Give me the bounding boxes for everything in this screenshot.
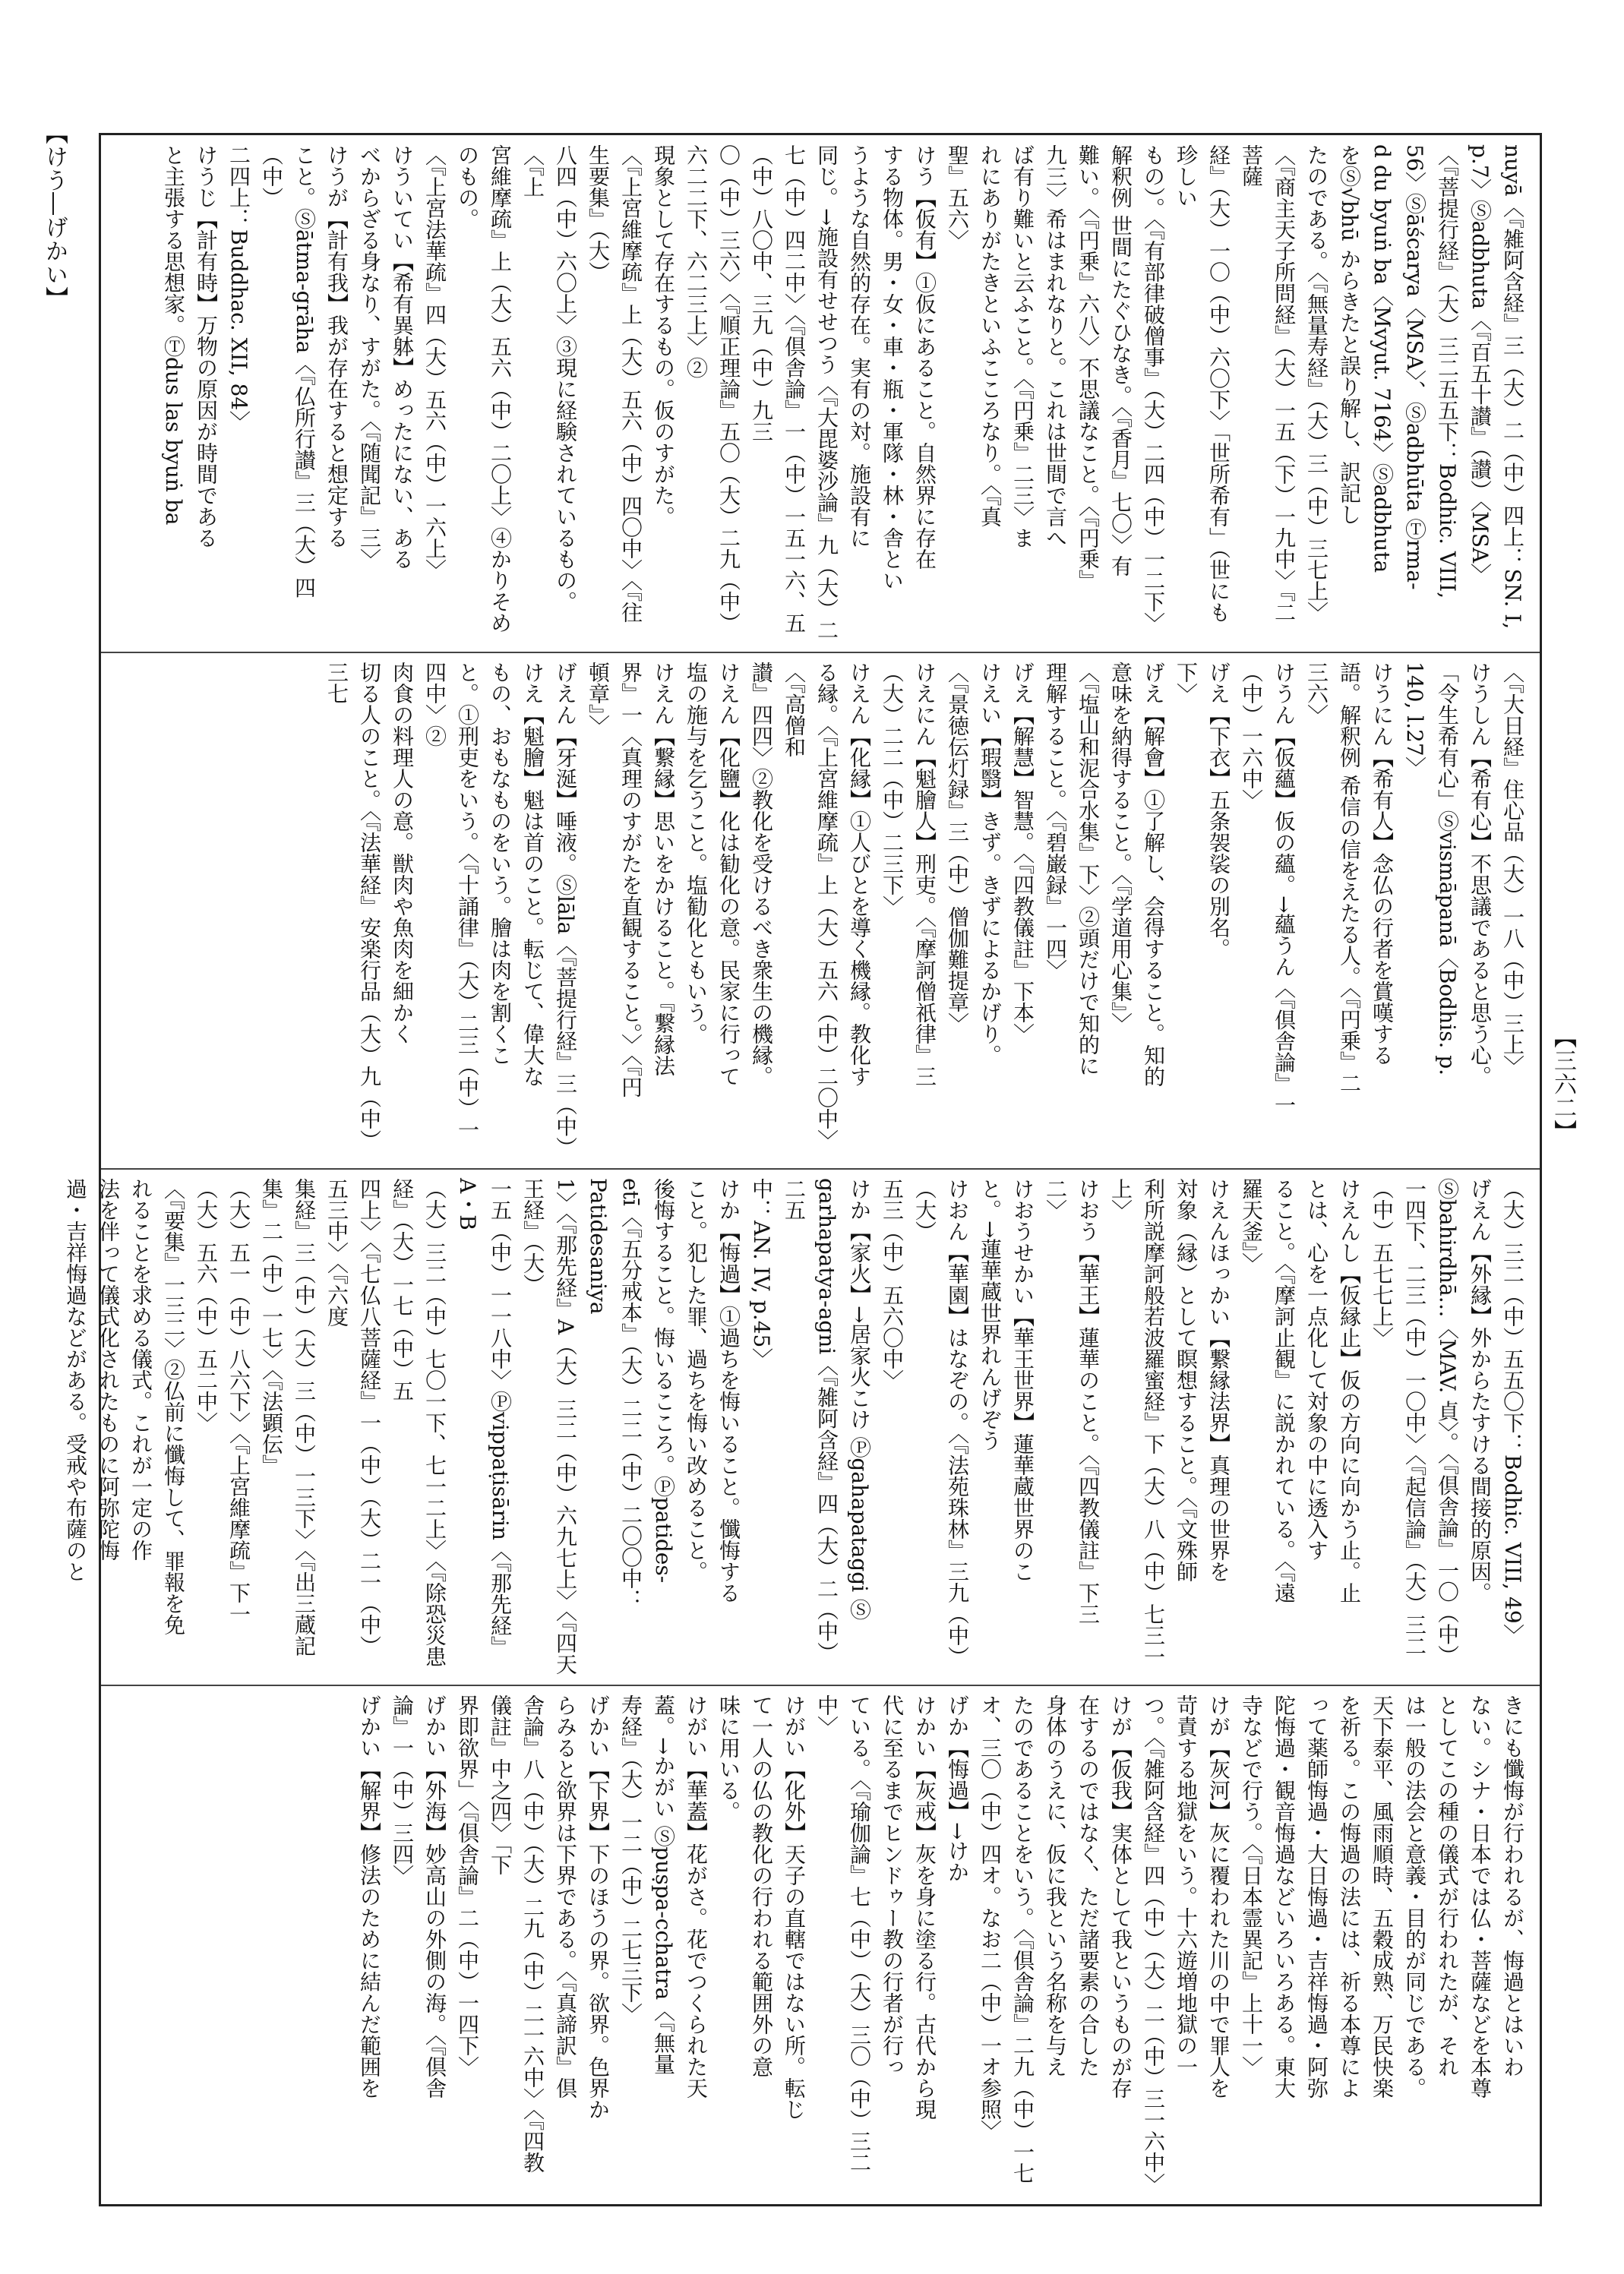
text-line: げかい【外海】妙高山の外側の海。〈『倶舎 — [422, 1694, 447, 2099]
text-line: 一四下、二三（中）一〇中〉〈『起信論』（大）三二（中）五七七上〉 — [1370, 1178, 1427, 1657]
text-line: けか【家火】→居家火こけ Ⓟgahapataggi Ⓢ — [847, 1178, 872, 1620]
text-line: 〈『景徳伝灯録』三（中）僧伽難提章〉 — [945, 662, 970, 1034]
text-line: けか【悔過】①過ちを悔いること。懺悔する — [716, 1178, 741, 1603]
text-line: 八四（中）六〇上〉③現に経験されているもの。〈『上 — [520, 144, 578, 612]
text-line: 下〉 — [1174, 662, 1199, 704]
text-line: 経』（大）一〇（中）六〇下〉「世所希有」（世にも珍しい — [1174, 144, 1231, 623]
text-line: れることを求める儀式。これが一定の作 — [128, 1178, 153, 1561]
text-line: は一般の法会と意義・目的が同じである。 — [1402, 1694, 1427, 2099]
text-line: 〈『大日経』住心品（大）一八（中）三上〉 — [1500, 662, 1525, 1076]
text-line: げえん【外縁】外からたすける間接的原因。 — [1468, 1178, 1493, 1603]
text-line: Ⓢbahirdhā…〈MAV. 貞〉。〈『倶舎論』一〇（中） — [1435, 1178, 1460, 1666]
text-line: 頓章』〉 — [586, 662, 611, 736]
text-line: （大）五一（中）八六下〉〈『上宮維摩疏』下一（大）五六（中）五二中〉 — [194, 1178, 251, 1625]
text-line: 舎論』八（中）（大）二九（中）二一六中〉〈『四教儀註』中之四〉「下 — [488, 1694, 545, 2173]
text-line: を祈る。この悔過の法には、祈る本尊によ — [1337, 1694, 1362, 2099]
text-line: 寺などで行う。〈『日本霊異記』上十一〉 — [1239, 1694, 1264, 2077]
text-line: つ。〈『雑阿含経』四（中）（大）二（中）三一六中〉 — [1141, 1694, 1166, 2194]
text-line: けえんし【仮縁止】仮の方向に向かう止。止 — [1337, 1178, 1362, 1603]
text-line: ば有り難いと云ふこと。〈『円乗』二三〉ま — [1010, 144, 1035, 548]
text-line: けえ【魁膾】魁は首のこと。転じて、偉大な — [520, 662, 545, 1087]
text-line: と主張する思想家。Ⓣdus las byuṅ ba — [161, 144, 186, 526]
text-line: 140, l.27〉 — [1402, 662, 1427, 778]
text-line: げか【悔過】→けか — [945, 1694, 970, 1883]
text-line: こと。Ⓢātma-grāha〈『仏所行讃』三（大）四（中） — [259, 144, 317, 599]
text-line: 難い。〈『円乗』六八〉不思議なこと。〈『円乗』 — [1076, 144, 1101, 591]
text-line: ること。〈『摩訶止観』に説かれている。〈『遠 — [1272, 1178, 1297, 1603]
text-line: 二四上：Buddhac. XII, 84〉 — [226, 144, 251, 432]
text-line: ている。〈『瑜伽論』七（中）（大）三〇（中）三二中〉 — [814, 1694, 872, 2173]
text-line: 同じ。→施設有せせつう〈『大毘婆沙論』九（大）二 — [814, 144, 839, 641]
running-head-title: 【けう―げかい】 — [41, 122, 68, 310]
text-line: 三六〉 — [1304, 662, 1329, 725]
text-line: 聖』五六〉 — [945, 144, 970, 251]
tier-divider — [101, 1168, 1540, 1170]
text-line: けうん【仮蘊】仮の蘊。→蘊うん〈『倶舎論』一 — [1272, 662, 1297, 1116]
text-line: うような自然的存在。実有の対。施設有に — [847, 144, 872, 548]
text-line: 味に用いる。 — [716, 1694, 741, 1822]
text-line: 「令生希有心」Ⓢvismāpanā〈Bodhis. p. — [1435, 662, 1460, 1076]
text-line: けが【仮我】実体として我というものが存 — [1108, 1694, 1133, 2099]
tier-4 — [101, 1687, 1540, 2200]
tier-3-text — [59, 1178, 1529, 1676]
text-line: 代に至るまでヒンドゥー教の行者が行っ — [880, 1694, 905, 2077]
text-line: って薬師悔過・大日悔過・吉祥悔過・阿弥 — [1304, 1694, 1329, 2099]
text-line: （中）一六中〉 — [1239, 662, 1264, 810]
text-line: 語。解釈例 希信の信をえたる人。〈『円乗』二 — [1337, 662, 1362, 1094]
text-line: げかい【下界】下のほうの界。欲界。色界か — [586, 1694, 611, 2120]
text-line: p.7〉Ⓢadbhuta〈『百五十讃』（讃）〈MSA〉 — [1468, 144, 1493, 585]
text-line: 天下泰平、風雨順時、五穀成熟、万民快楽 — [1370, 1694, 1395, 2099]
text-line: 意味を納得すること。〈『学道用心集』〉 — [1108, 662, 1133, 1034]
text-line: けえん【化縁】①人びとを導く機縁。教化す — [847, 662, 872, 1087]
text-line: （大）二二（中）二三下〉 — [880, 662, 905, 917]
text-line: 過・吉祥悔過などがある。受戒や布薩のと — [63, 1178, 88, 1582]
text-line: 身体のうえに、仮に我という名称を与え — [1043, 1694, 1068, 2077]
text-line: けがい【華蓋】花がさ。花でつくられた天 — [684, 1694, 709, 2099]
text-line: て一人の仏の教化の行われる範囲外の意 — [749, 1694, 774, 2077]
dictionary-page-frame — [63, 133, 1542, 2206]
tier-3 — [63, 1170, 1540, 1684]
text-line: こと。犯した罪、過ちを悔い改めること。 — [684, 1178, 709, 1582]
tier-1 — [101, 137, 1540, 650]
text-line: 七（中）四二中〉〈『倶舎論』一（中）一五一六、五（中）八〇中、三九（中）九三 — [749, 144, 807, 633]
text-line: 陀悔過・観音悔過などいろいろある。東大 — [1272, 1694, 1297, 2099]
text-line: たのであることをいう。〈『倶舎論』二九（中）一七 — [1010, 1694, 1035, 2184]
text-line: けうが【計有我】我が存在すると想定する — [324, 144, 349, 548]
text-line: 讃』四四〉②教化を受けるべき衆生の機縁。 — [749, 662, 774, 1087]
tier-divider — [101, 652, 1540, 653]
text-line: 〈『上宮法華疏』四（大）五六（中）一六上〉 — [422, 144, 447, 580]
text-line: と。①刑吏をいう。〈『十誦律』（大）二三（中）一四中〉② — [422, 662, 480, 1140]
text-line: 解釈例 世間にたぐひなき。〈『香月』七〇〉有 — [1108, 144, 1133, 576]
text-line: けえんほっかい【繋縁法界】真理の世界を — [1206, 1178, 1231, 1582]
text-line: 〇（中）三六〉〈『順正理論』五〇（大）二九（中）六二二下、六二三上〉② — [684, 144, 741, 633]
text-line: 論』一（中）三四〉 — [390, 1694, 415, 1886]
text-line: けえにん【魁膾人】刑吏。〈『摩訶僧祇律』三 — [912, 662, 937, 1087]
text-line: げえん【牙涎】唾液。Ⓢlāla〈『菩提行経』三（中） — [553, 662, 578, 1158]
text-line: 対象（縁）として瞑想すること。〈『文殊師 — [1174, 1178, 1199, 1582]
tier-1-text — [157, 144, 1529, 643]
text-line: 羅天釜』〉 — [1239, 1178, 1264, 1274]
text-line: とは、心を一点化して対象の中に透入す — [1304, 1178, 1329, 1561]
text-line: けういてい【希有異躰】めったにない、ある — [390, 144, 415, 570]
text-line: 現象として存在するもの。仮のすがた。 — [651, 144, 676, 527]
text-line: けえい【瑕翳】きず。きずによるかげり。 — [978, 662, 1003, 1066]
text-line: 〈『上宮維摩疏』上（大）五六（中）四〇中〉〈『往生要集』（大） — [586, 144, 643, 623]
text-line: けうにん【希有人】念仏の行者を賞嘆する — [1370, 662, 1395, 1066]
text-line: する物体。男・女・車・瓶・軍隊・林・舎とい — [880, 144, 905, 591]
text-line: けがい【化外】天子の直轄ではない所。転じ — [782, 1694, 807, 2120]
tier-2 — [101, 654, 1540, 1167]
text-line: 界即欲界」〈『倶舎論』二（中）一四下〉 — [455, 1694, 480, 2077]
text-line: 〈『商主天子所問経』（大）一五（下）一九中〉『二菩薩 — [1239, 144, 1297, 623]
text-line: 界』一〈真理のすがたを直観すること。〉〈『円 — [618, 662, 643, 1098]
text-line: 〈『要集』一三二〉②仏前に懺悔して、罪報を免 — [161, 1178, 186, 1635]
text-line: 肉食の料理人の意。獣肉や魚肉を細かく — [390, 662, 415, 1044]
page-number: 【三六二】 — [1550, 1025, 1576, 1143]
text-line: garhapatya-agni〈『雑阿含経』四（大）二（中）二五 — [782, 1178, 839, 1663]
text-line: 在するのではなく、ただ諸要素の合した — [1076, 1694, 1101, 2077]
text-line: 塩の施与を乞うこと。塩勧化ともいう。 — [684, 662, 709, 1044]
text-line: 一五（中）一一八中〉Ⓟvippaṭisārin〈『那先経』A・B — [455, 1178, 513, 1657]
text-line: 四上〉〈『七仏八菩薩経』一（中）（大）二一（中）五三中〉〈『六度 — [324, 1178, 382, 1657]
text-line: d du byuṅ ba〈Mvyut. 7164〉Ⓢadbhuta — [1370, 144, 1395, 573]
text-line: 中：AN. IV, p.45〉 — [749, 1178, 774, 1369]
text-line: げえ【下衣】五条袈裟の別名。 — [1206, 662, 1231, 959]
text-line: もの）。〈『有部律破僧事』（大）二四（中）一二下〉 — [1141, 144, 1166, 633]
text-line: けうじ【計有時】万物の原因が時間である — [194, 144, 219, 548]
text-line: けう【仮有】①仮にあること。自然界に存在 — [912, 144, 937, 570]
text-line: けかい【灰戒】灰を身に塗る行。古代から現 — [912, 1694, 937, 2120]
text-line: けうしん【希有心】不思議であると思う心。 — [1468, 662, 1493, 1087]
text-line: 56〉Ⓢāścarya〈MSA〉、Ⓢadbhūta Ⓣrma- — [1402, 144, 1427, 590]
text-line: 切る人のこと。〈『法華経』安楽行品（大）九（中）三七 — [324, 662, 382, 1151]
text-line: nuyā〈『雑阿含経』三（大）二（中）四上：SN. I, — [1500, 144, 1525, 630]
text-line: る縁。〈『上宮維摩疏』上（大）五六（中）二〇中〉〈『高僧和 — [782, 662, 839, 1151]
text-line: （大）三二（中）七〇一下、七一二上〉〈『除恐災患経』（大）一七（中）五 — [390, 1178, 447, 1667]
text-line: オ、三〇（中）四オ。なお二（中）一オ参照〉 — [978, 1694, 1003, 2141]
tier-2-text — [321, 662, 1529, 1160]
text-line: としてこの種の儀式が行われたが、それ — [1435, 1694, 1460, 2077]
text-line: 集経』三（中）（大）三（中）一三下〉〈『出三蔵記集』二（中）一七〉〈『法顕伝』 — [259, 1178, 317, 1657]
text-line: をⓈ√bhū からきたと誤り解し、訳記し — [1337, 144, 1362, 525]
text-line: 五三（中）五六〇中〉 — [880, 1178, 905, 1391]
text-line: 理解すること。〈『碧巌録』一四〉 — [1043, 662, 1068, 981]
text-line: もの、おもなものをいう。膾は肉を割くこ — [488, 662, 513, 1066]
text-line: と。→蓮華蔵世界れんげぞう — [978, 1178, 1003, 1451]
text-line: 蓋。→かがい Ⓢpuṣpa-cchatra〈『無量 — [651, 1694, 676, 2075]
text-line: きにも懺悔が行われるが、悔過とはいわ — [1500, 1694, 1525, 2077]
text-line: etī〈『五分戒本』（大）二二（中）二〇〇中：Patidesaniya — [586, 1178, 643, 1610]
text-line: けおう【華王】蓮華のこと。〈『四教儀註』下三 — [1076, 1178, 1101, 1625]
text-line: けえん【繋縁】思いをかけること。『繋縁法 — [651, 662, 676, 1076]
text-line: 寿経』（大）一二（中）二七三下〉 — [618, 1694, 643, 2024]
text-line: げえ【解會】①了解し、会得すること。知的 — [1141, 662, 1166, 1087]
text-line: 法を伴って儀式化されたものに阿弥陀悔 — [96, 1178, 121, 1561]
text-line: 〈『塩山和泥合水集』下〉②頭だけで知的に — [1076, 662, 1101, 1076]
text-line: 〈『菩提行経』（大）三二五五下：Bodhic. VIII, — [1435, 144, 1460, 599]
text-line: らみると欲界は下界である。〈『真諦訳』倶 — [553, 1694, 578, 2099]
text-line: れにありがたきといふこころなり。〈『真 — [978, 144, 1003, 527]
tier-4-text — [353, 1694, 1529, 2193]
text-line: けが【灰河】灰に覆われた川の中で罪人を — [1206, 1694, 1231, 2099]
text-line: 1〉〈『那先経』A（大）三二（中）六九七上〉〈『四天王経』（大） — [520, 1178, 578, 1675]
text-line: けえん【化鹽】化は勧化の意。民家に行って — [716, 662, 741, 1087]
tier-divider — [101, 1685, 1540, 1686]
text-line: 利所説摩訶般若波羅蜜経』下（大）八（中）七三一上〉 — [1108, 1178, 1166, 1667]
text-line: 九三〉希はまれなりと。これは世間で言へ — [1043, 144, 1068, 548]
text-line: けおん【華園】はなぞの。〈『法苑珠林』三九（中）（大） — [912, 1178, 970, 1667]
text-line: 後悔すること。悔いるこころ。Ⓟpatides- — [651, 1178, 676, 1584]
text-line: たのである。〈『無量寿経』（大）三（中）三七上〉 — [1304, 144, 1329, 623]
text-line: （大）三二（中）五五〇下：Bodhic. VIII, 49〉 — [1500, 1178, 1525, 1645]
text-line: べからざる身なり、すがた。〈『随聞記』三〉 — [357, 144, 382, 570]
text-line: げかい【解界】修法のために結んだ範囲を — [357, 1694, 382, 2099]
text-line: 苛責する地獄をいう。十六遊増地獄の一 — [1174, 1694, 1199, 2077]
text-line: けおうせかい【華王世界】蓮華蔵世界のこ — [1010, 1178, 1035, 1582]
text-line: げえ【解慧】智慧。〈『四教儀註』下本〉 — [1010, 662, 1035, 1044]
text-line: 宮維摩疏』上（大）五六（中）二〇上〉④かりそめのもの。 — [455, 144, 513, 633]
text-line: 二〉 — [1043, 1178, 1068, 1221]
text-line: ない。シナ・日本では仏・菩薩などを本尊 — [1468, 1694, 1493, 2099]
